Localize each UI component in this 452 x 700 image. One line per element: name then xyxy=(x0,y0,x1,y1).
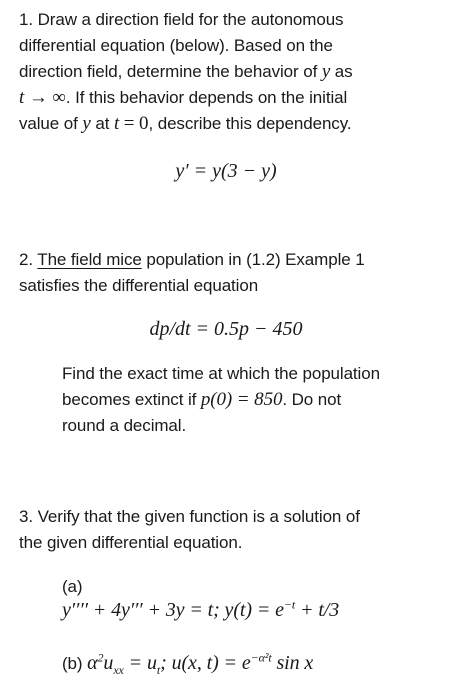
problem-2-q-line-3: round a decimal. xyxy=(62,416,187,435)
part-a-label: (a) xyxy=(62,577,83,596)
problem-2-q-line-1: Find the exact time at which the population xyxy=(62,364,380,383)
problem-1-line-1: 1. Draw a direction field for the autonomous xyxy=(19,10,344,29)
problem-1-line-2: differential equation (below). Based on the xyxy=(19,36,333,55)
problem-2-line-2: satisfies the differential equation xyxy=(19,276,259,295)
problem-2-q-line-2: becomes extinct if p(0) = 850. Do not xyxy=(62,389,342,410)
problem-3-text xyxy=(19,504,439,556)
part-b-equation: (b) $\alpha^2u_{xx} = u_t$; u(x, $t) = e^{-\alpha^2t}$ sin x xyxy=(62,650,314,677)
problem-1-equation: y′ = y(3 − y) xyxy=(175,160,277,182)
problem-3-line-1: 3. Verify that the given function is a solution of xyxy=(19,507,360,526)
problem-2-question xyxy=(62,361,442,439)
problem-3-line-2: the given differential equation. xyxy=(19,533,243,552)
problem-1-line-5: value of y at t = 0, describe this dependency. xyxy=(19,113,352,134)
problem-1-line-3: direction field, determine the behavior of y as xyxy=(19,61,353,82)
underlined-phrase: The field mice xyxy=(37,250,142,269)
problem-2-line-1: 2. The field mice population in (1.2) Example 1 xyxy=(19,250,365,269)
problem-2-text xyxy=(19,247,439,299)
problem-1-text xyxy=(19,7,439,137)
problem-2-equation: dp/dt = 0.5p − 450 xyxy=(149,318,303,340)
problem-1-line-4: t → ∞. If this behavior depends on the initial xyxy=(19,87,348,108)
part-a-equation: y′′′′ + 4y′′′ + 3y = t; $y(t) = e^{-t} + t/3$ xyxy=(62,597,340,621)
